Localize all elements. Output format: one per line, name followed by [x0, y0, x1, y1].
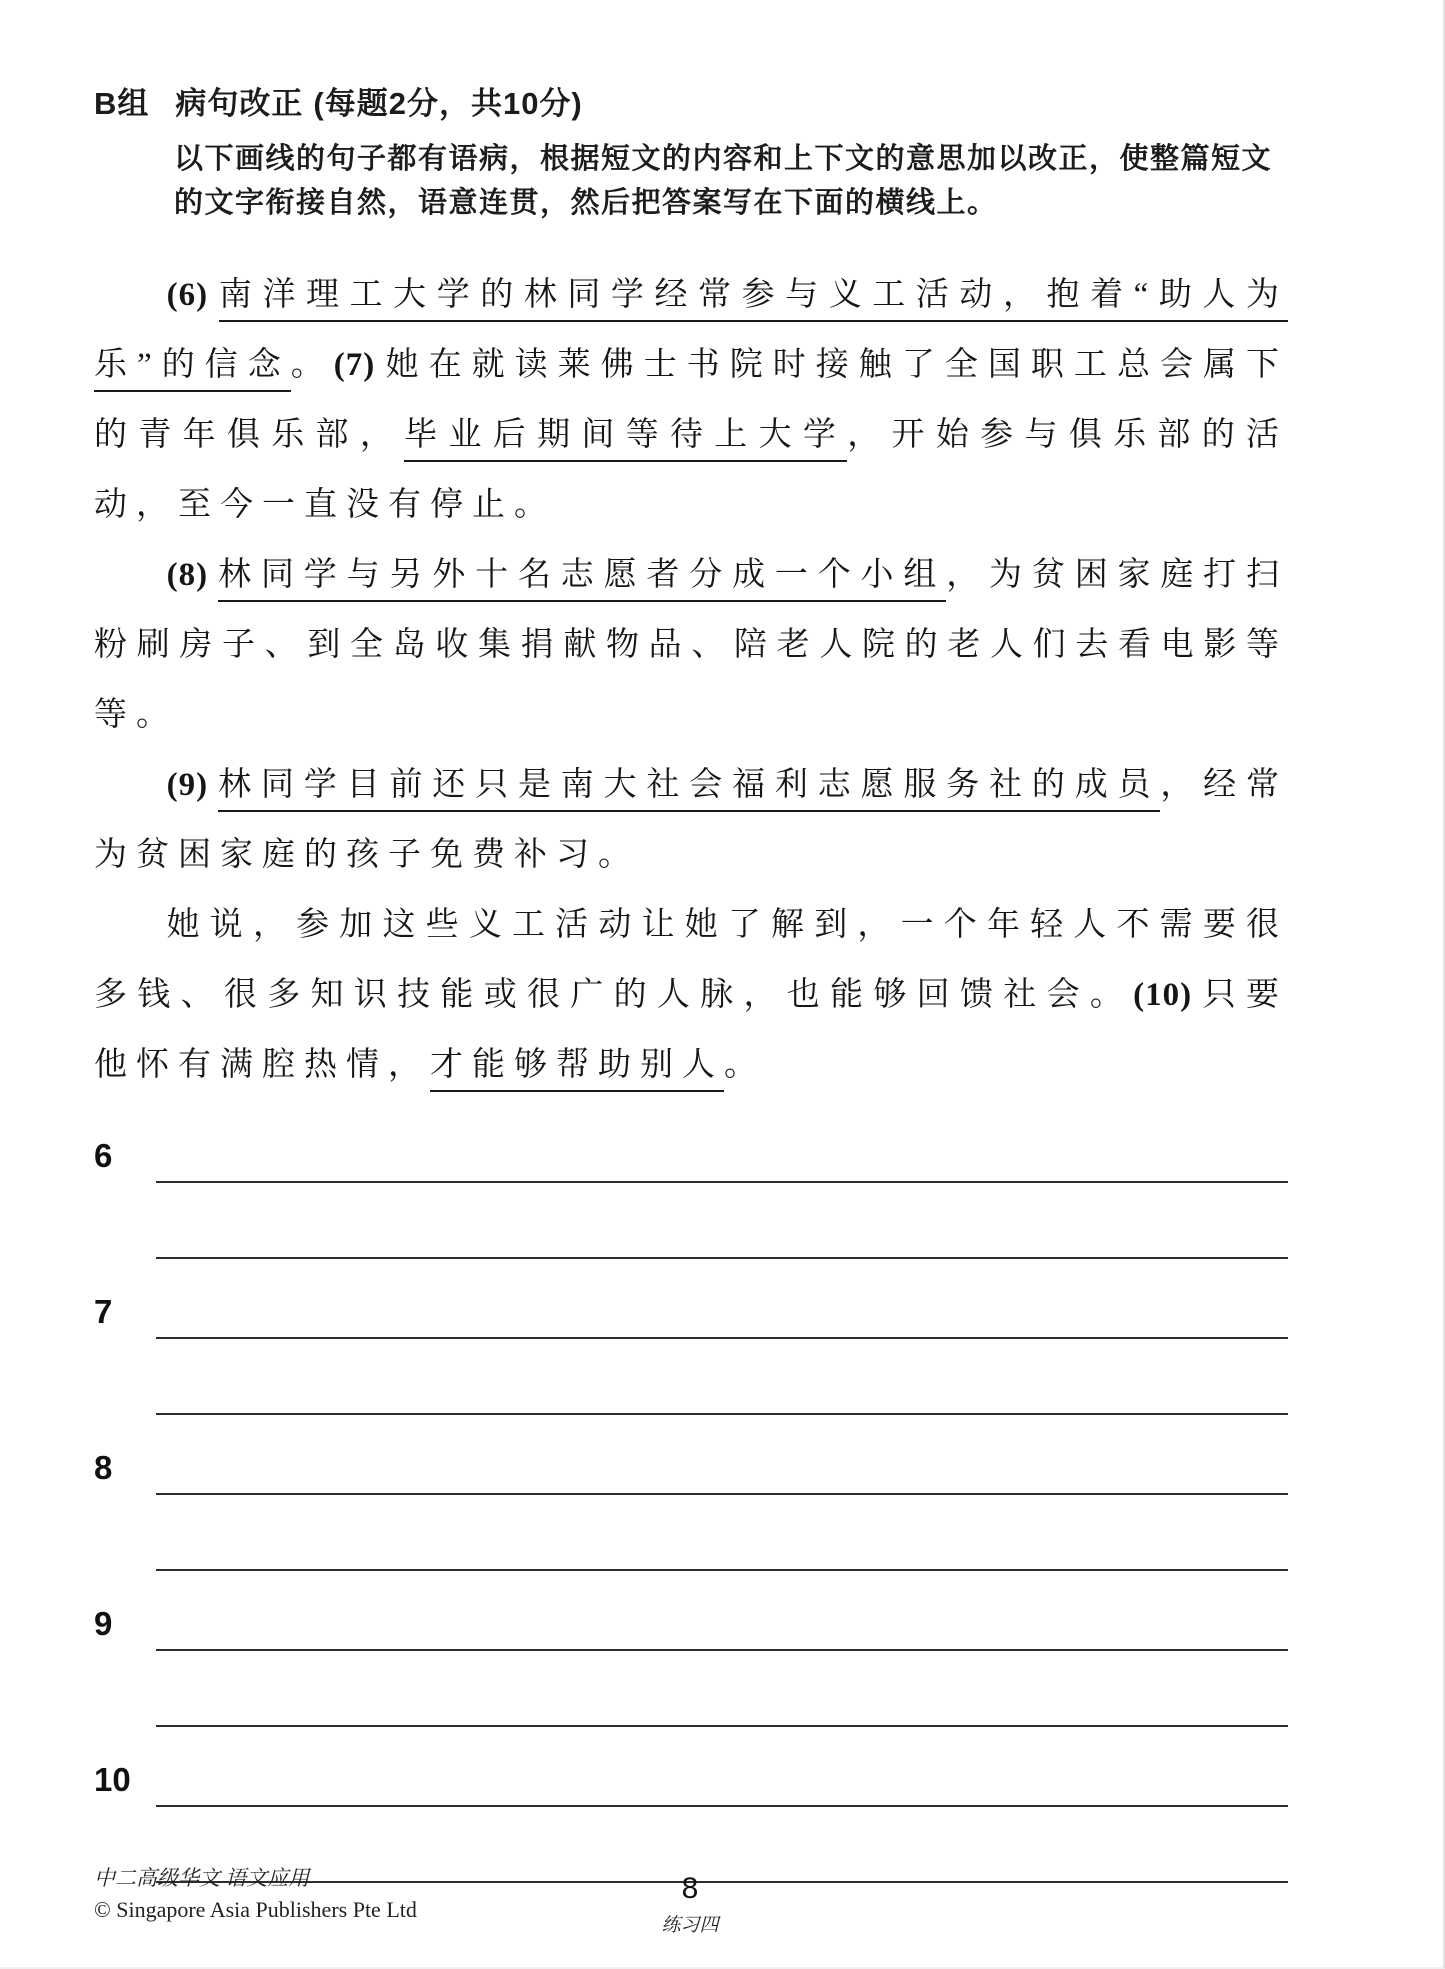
- passage-text: 。: [724, 1046, 766, 1083]
- passage-text: 。: [290, 347, 334, 384]
- answer-number: 6: [94, 1136, 113, 1174]
- answer-blank-line: [156, 1419, 1288, 1495]
- question-number-8: (8): [166, 557, 219, 594]
- answer-blank-line: [156, 1263, 1288, 1339]
- answer-lines: [156, 1419, 1288, 1571]
- answer-blank-line: [156, 1575, 1288, 1651]
- answer-lines: [156, 1575, 1288, 1727]
- footer-exercise-label: 练习四: [661, 1915, 719, 1936]
- question-number-10: (10): [1133, 976, 1203, 1013]
- footer-publisher: © Singapore Asia Publishers Pte Ltd: [94, 1897, 417, 1923]
- section-header: [94, 84, 1288, 124]
- answer-item-7: [94, 1263, 1288, 1415]
- passage-text: ，开始参与俱乐部的活动，至今一直没有停止。: [94, 417, 1289, 524]
- answer-lines: [156, 1107, 1288, 1259]
- answer-blank-line: [156, 1495, 1288, 1571]
- answer-item-10: [94, 1731, 1288, 1883]
- passage-paragraph-1: [94, 261, 1288, 541]
- answer-section: [94, 1107, 1288, 1883]
- answer-blank-line: [156, 1651, 1288, 1727]
- footer-left: [94, 1864, 417, 1925]
- underlined-phrase-6: 南洋理工大学的林同学经常参与义工活动，抱着“助人为乐”的信念: [94, 277, 1288, 392]
- answer-number: 9: [94, 1604, 113, 1642]
- section-label: B组: [94, 86, 150, 121]
- passage: [94, 261, 1288, 1100]
- answer-blank-line: [156, 1183, 1288, 1259]
- answer-number: 8: [94, 1448, 113, 1486]
- answer-item-8: [94, 1419, 1288, 1571]
- question-number-9: (9): [166, 766, 219, 803]
- underlined-phrase-7: 毕业后期间等待上大学: [404, 417, 847, 462]
- section-points: (每题2分，共10分): [313, 86, 583, 121]
- answer-number: 7: [94, 1292, 113, 1330]
- answer-blank-line: [156, 1339, 1288, 1415]
- passage-text: ，经常为贫困家庭的孩子免费补习。: [94, 766, 1289, 873]
- instructions-text: 以下画线的句子都有语病，根据短文的内容和上下文的意思加以改正，使整篇短文的文字衔接自然，语意连贯，然后把答案写在下面的横线上。: [174, 143, 1273, 219]
- answer-blank-line: [156, 1731, 1288, 1807]
- passage-text: 只要他怀有满腔热情，: [94, 976, 1289, 1083]
- underlined-phrase-8: 林同学与另外十名志愿者分成一个小组: [218, 557, 946, 602]
- answer-number: 10: [94, 1760, 131, 1798]
- passage-text: 她说，参加这些义工活动让她了解到，一个年轻人不需要很多钱、很多知识技能或很广的人脉，也能够回馈社会。: [94, 906, 1288, 1013]
- passage-text: 她在就读莱佛士书院时接触了全国职工总会属下的青年俱乐部，: [94, 347, 1289, 454]
- underlined-phrase-10: 才能够帮助别人: [430, 1047, 724, 1092]
- question-number-6: (6): [166, 277, 219, 314]
- answer-lines: [156, 1263, 1288, 1415]
- answer-blank-line: [156, 1107, 1288, 1183]
- footer-center: [630, 1872, 750, 1937]
- answer-lines: [156, 1731, 1288, 1883]
- question-number-7: (7): [333, 347, 386, 384]
- footer-book-title: 中二高级华文 语文应用: [94, 1865, 310, 1890]
- passage-paragraph-4: [94, 891, 1288, 1101]
- section-title: 病句改正: [175, 86, 304, 121]
- underlined-phrase-9: 林同学目前还只是南大社会福利志愿服务社的成员: [218, 767, 1160, 812]
- passage-paragraph-2: [94, 541, 1288, 751]
- passage-text: ，为贫困家庭打扫粉刷房子、到全岛收集捐献物品、陪老人院的老人们去看电影等等。: [94, 557, 1289, 734]
- answer-item-9: [94, 1575, 1288, 1727]
- answer-item-6: [94, 1107, 1288, 1259]
- passage-paragraph-3: [94, 751, 1288, 891]
- footer-page-number: 8: [681, 1872, 699, 1905]
